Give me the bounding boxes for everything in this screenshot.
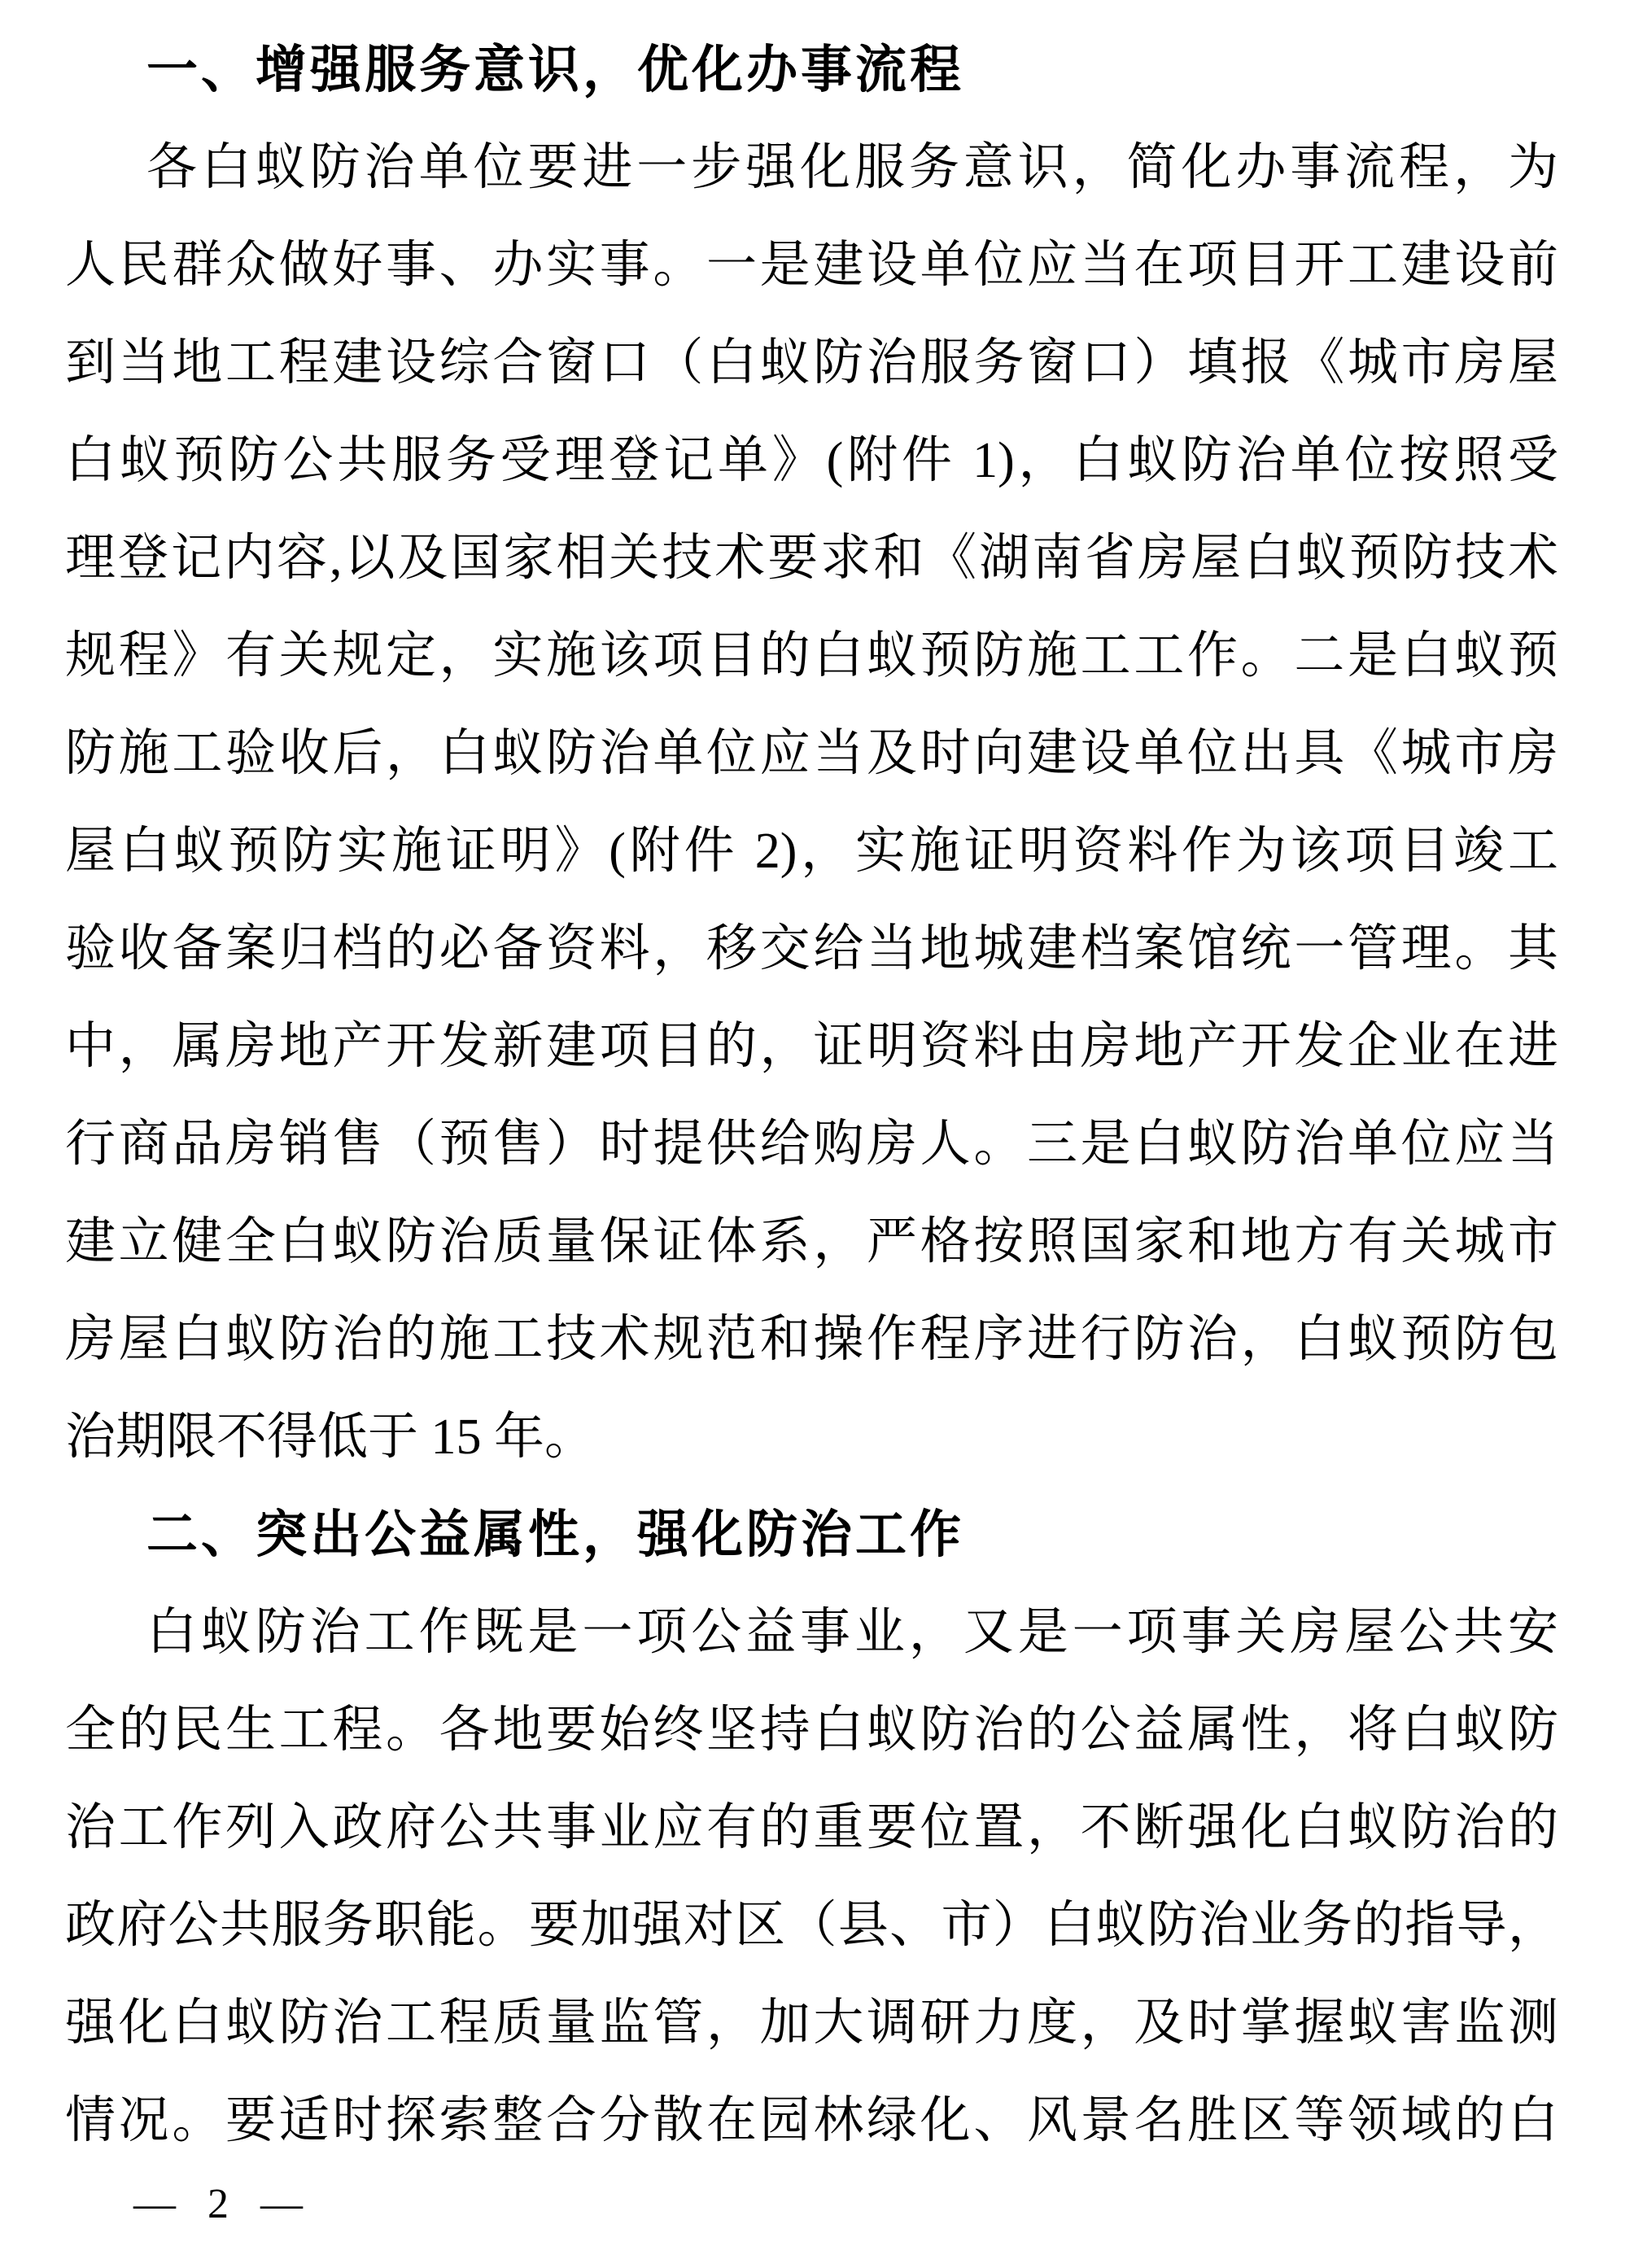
section-1-heading: 一、增强服务意识，优化办事流程 xyxy=(146,42,964,98)
paragraph-line: 人民群众做好事、办实事。一是建设单位应当在项目开工建设前 xyxy=(65,238,1558,293)
paragraph-line: 情况。要适时探索整合分散在园林绿化、风景名胜区等领域的白 xyxy=(65,2093,1558,2148)
paragraph-line: 治工作列入政府公共事业应有的重要位置，不断强化白蚁防治的 xyxy=(65,1800,1558,1855)
paragraph-line: 规程》有关规定，实施该项目的白蚁预防施工工作。二是白蚁预 xyxy=(65,628,1558,684)
paragraph-line: 理登记内容,以及国家相关技术要求和《湖南省房屋白蚁预防技术 xyxy=(65,531,1558,586)
paragraph-line: 各白蚁防治单位要进一步强化服务意识，简化办事流程，为 xyxy=(146,140,1558,195)
paragraph-line: 建立健全白蚁防治质量保证体系，严格按照国家和地方有关城市 xyxy=(65,1214,1558,1269)
paragraph-line: 屋白蚁预防实施证明》(附件 2)，实施证明资料作为该项目竣工 xyxy=(65,824,1558,879)
paragraph-line: 中，属房地产开发新建项目的，证明资料由房地产开发企业在进 xyxy=(65,1019,1558,1074)
paragraph-line: 白蚁防治工作既是一项公益事业，又是一项事关房屋公共安 xyxy=(146,1605,1558,1660)
paragraph-line: 全的民生工程。各地要始终坚持白蚁防治的公益属性，将白蚁防 xyxy=(65,1702,1558,1758)
paragraph-line: 到当地工程建设综合窗口（白蚁防治服务窗口）填报《城市房屋 xyxy=(65,335,1558,391)
paragraph-line: 防施工验收后，白蚁防治单位应当及时向建设单位出具《城市房 xyxy=(65,726,1558,781)
paragraph-line: 房屋白蚁防治的施工技术规范和操作程序进行防治，白蚁预防包 xyxy=(65,1312,1558,1367)
paragraph-line: 政府公共服务职能。要加强对区（县、市）白蚁防治业务的指导， xyxy=(65,1898,1558,1953)
paragraph-last-line: 治期限不得低于 15 年。 xyxy=(65,1409,596,1465)
section-2-heading: 二、突出公益属性，强化防治工作 xyxy=(146,1506,964,1563)
paragraph-line: 白蚁预防公共服务受理登记单》(附件 1)，白蚁防治单位按照受 xyxy=(65,433,1558,488)
paragraph-line: 强化白蚁防治工程质量监管，加大调研力度，及时掌握蚁害监测 xyxy=(65,1995,1558,2051)
paragraph-line: 行商品房销售（预售）时提供给购房人。三是白蚁防治单位应当 xyxy=(65,1117,1558,1172)
paragraph-line: 验收备案归档的必备资料，移交给当地城建档案馆统一管理。其 xyxy=(65,921,1558,977)
page-number: — 2 — xyxy=(133,2181,303,2227)
